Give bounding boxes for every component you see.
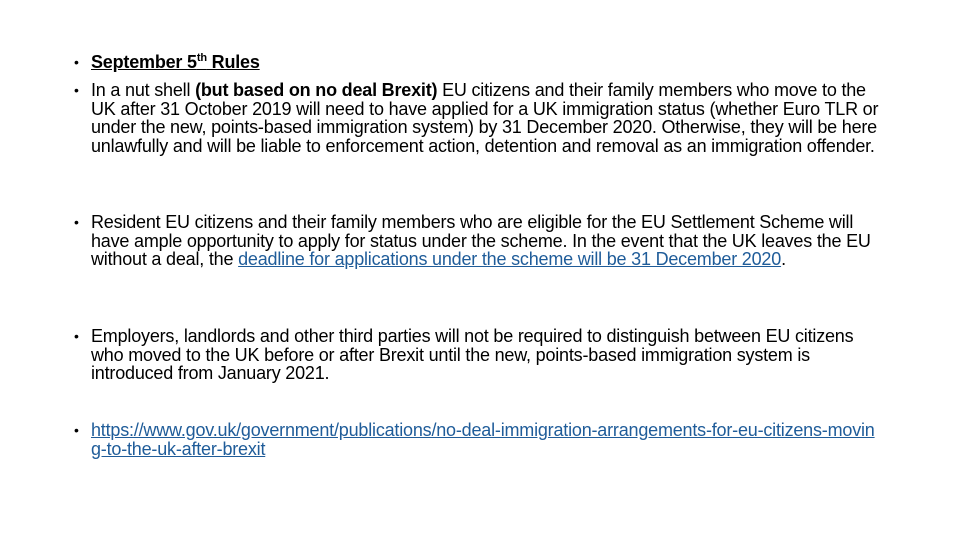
section-heading: September 5th Rules	[91, 52, 260, 72]
bullet-text: Employers, landlords and other third parties will not be required to distinguish between EU citizens who moved to the UK before or after Brexit until the new, points-based immigration system is introduced from January 2021.	[91, 326, 854, 383]
bullet-text	[91, 421, 884, 458]
bullet-dot-icon: •	[74, 54, 79, 70]
gov-uk-url-link[interactable]: https://www.gov.uk/government/publications/no-deal-immigration-arrangements-for-eu-citizens-moving-to-the-uk-after-brexit	[91, 420, 875, 459]
bullet-dot-icon: •	[74, 82, 79, 98]
bullet-nutshell	[74, 81, 884, 155]
bullet-dot-icon: •	[74, 328, 79, 344]
bullet-dot-icon: •	[74, 422, 79, 438]
deadline-link[interactable]: deadline for applications under the scheme will be 31 December 2020	[238, 249, 782, 269]
bullet-employers	[74, 327, 884, 383]
bold-qualifier: (but based on no deal Brexit)	[195, 80, 438, 100]
bullet-dot-icon: •	[74, 214, 79, 230]
bullet-text: Resident EU citizens and their family members who are eligible for the EU Settlement Scheme will have ample opportunity to apply for status under the scheme. In the event that the UK leaves the EU without a deal, the deadline for applications under the scheme will be 31 December 2020.	[91, 212, 871, 269]
bullet-resident-eu-citizens	[74, 213, 884, 269]
bullet-gov-link	[74, 421, 884, 458]
bullet-text: In a nut shell (but based on no deal Brexit) EU citizens and their family members who move to the UK after 31 October 2019 will need to have applied for a UK immigration status (whether Euro TLR or under the new, points-based immigration system) by 31 December 2020. Otherwise, they will be here unlawfully and will be liable to enforcement action, detention and removal as an immigration offender.	[91, 80, 879, 156]
bullet-heading	[74, 53, 884, 72]
